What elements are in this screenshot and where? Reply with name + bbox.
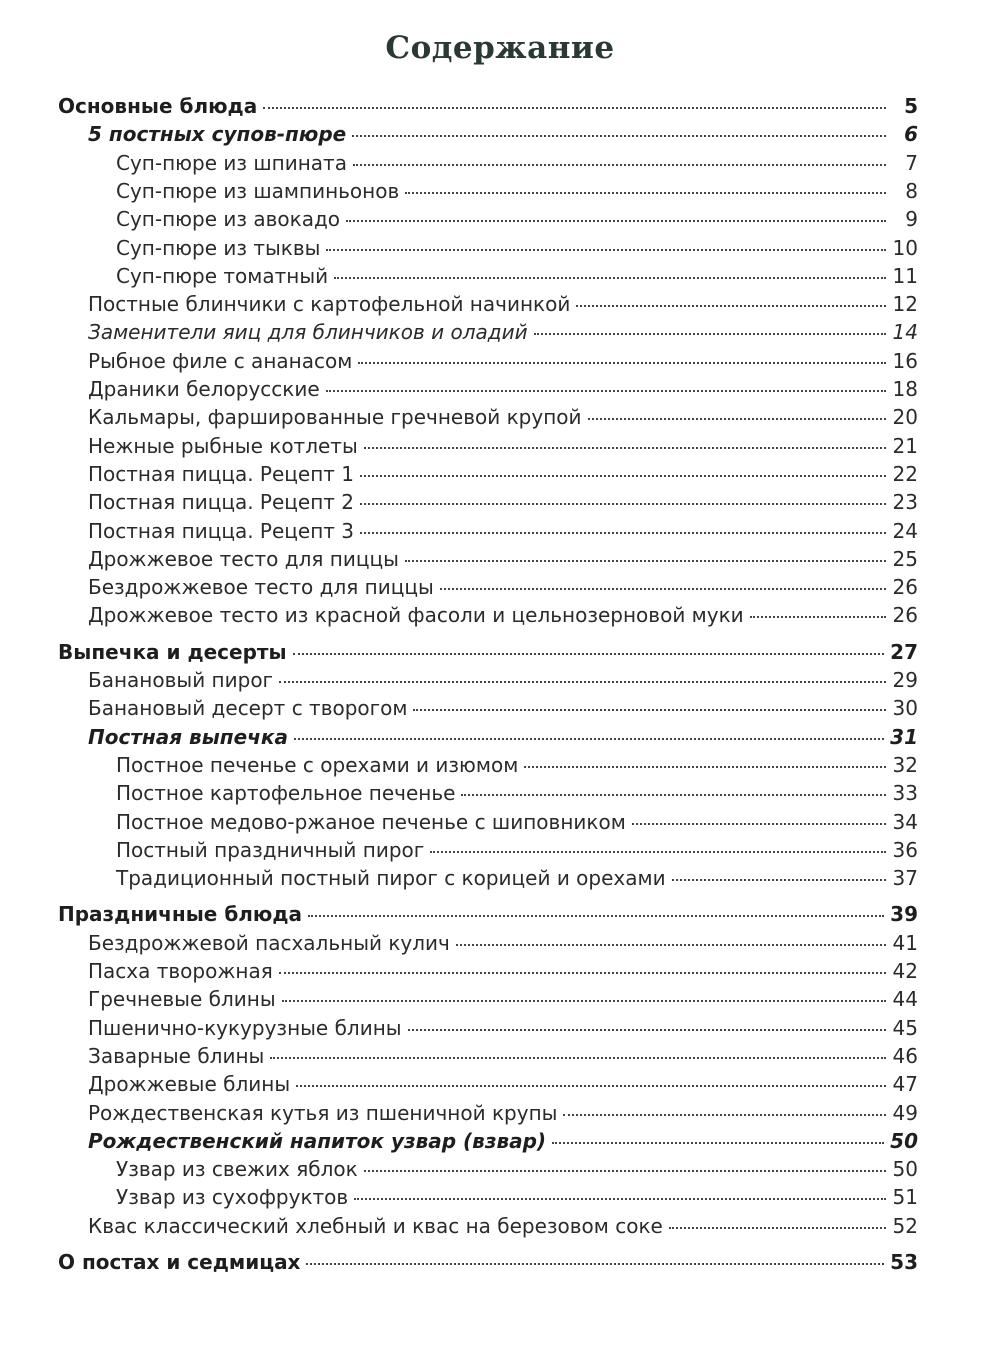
toc-entry-page: 32 — [892, 752, 918, 777]
toc-entry-title: 5 постных супов-пюре — [88, 122, 347, 147]
toc-entry-page: 6 — [904, 122, 918, 147]
toc-entry-title: Суп-пюре из авокадо — [116, 207, 341, 232]
toc-entry-page: 14 — [892, 320, 918, 345]
toc-entry-title: Драники белорусские — [88, 377, 320, 401]
toc-entry — [88, 694, 918, 722]
toc-entry — [116, 149, 918, 177]
toc-entry-title: Нежные рыбные котлеты — [88, 433, 358, 458]
toc-entry-title: Суп-пюре из шпината — [116, 150, 347, 175]
toc-entry — [88, 1070, 918, 1098]
toc-entry-title: Основные блюда — [58, 94, 258, 118]
dot-leader — [750, 615, 886, 618]
dot-leader — [326, 389, 886, 392]
toc-entry — [88, 318, 918, 346]
toc-entry-title: Рыбное филе с ананасом — [88, 348, 353, 373]
toc-entry-page: 24 — [892, 518, 918, 543]
toc-entry-page: 26 — [892, 575, 918, 600]
toc-entry — [88, 460, 918, 488]
toc-entry — [88, 290, 918, 318]
dot-leader — [405, 559, 886, 562]
toc-entry-page: 46 — [892, 1043, 918, 1068]
dot-leader — [296, 1084, 886, 1087]
toc-entry-page: 18 — [892, 377, 918, 401]
toc-entry-title: Постная пицца. Рецепт 2 — [88, 490, 355, 515]
toc-entry-page: 53 — [890, 1250, 918, 1274]
dot-leader — [576, 304, 886, 307]
dot-leader — [282, 999, 886, 1002]
toc-entry-page: 7 — [905, 150, 918, 175]
dot-leader — [461, 793, 886, 796]
toc-entry-page: 41 — [892, 930, 918, 955]
toc-entry — [88, 545, 918, 573]
toc-entry-title: Пасха творожная — [88, 959, 273, 983]
toc-entry-page: 51 — [892, 1185, 918, 1210]
toc-entry-page: 45 — [892, 1015, 918, 1040]
toc-entry — [116, 262, 918, 290]
toc-entry — [116, 205, 918, 233]
toc-entry-page: 36 — [892, 837, 918, 862]
dot-leader — [360, 531, 886, 534]
dot-leader — [279, 680, 886, 683]
dot-leader — [346, 219, 886, 222]
dot-leader — [334, 276, 886, 279]
page-title: Содержание — [385, 30, 615, 66]
toc-entry-title: Квас классический хлебный и квас на березовом соке — [88, 1213, 663, 1238]
toc-entry-title: Суп-пюре из тыквы — [116, 235, 321, 260]
toc-entry-page: 5 — [904, 94, 918, 118]
toc-entry-page: 23 — [892, 490, 918, 515]
toc-entry-page: 16 — [892, 348, 918, 373]
dot-leader — [326, 248, 886, 251]
toc-entry — [88, 347, 918, 375]
toc-entry-page: 31 — [890, 724, 918, 749]
toc-entry-page: 27 — [890, 639, 918, 664]
dot-leader — [353, 163, 886, 166]
dot-leader — [358, 361, 886, 364]
toc-entry — [116, 779, 918, 807]
toc-entry-title: Узвар из свежих яблок — [116, 1157, 358, 1182]
toc-entry — [116, 864, 918, 892]
toc-entry-page: 21 — [892, 433, 918, 458]
toc-entry — [58, 638, 918, 666]
toc-entry-title: Дрожжевое тесто для пиццы — [88, 546, 399, 571]
toc-entry-title: Праздничные блюда — [58, 902, 303, 927]
toc-entry-title: Постная пицца. Рецепт 3 — [88, 518, 355, 543]
toc-entry-page: 47 — [892, 1072, 918, 1097]
toc-entry-title: Бездрожжевой пасхальный кулич — [88, 930, 450, 955]
toc-entry-title: Постное картофельное печенье — [116, 781, 456, 806]
toc-entry — [88, 985, 918, 1013]
toc-entry — [88, 517, 918, 545]
dot-leader — [279, 971, 886, 974]
dot-leader — [408, 1028, 886, 1031]
dot-leader — [632, 822, 886, 825]
toc-entry-title: Пшенично-кукурузные блины — [88, 1015, 402, 1040]
dot-leader — [263, 106, 886, 109]
dot-leader — [352, 134, 886, 137]
toc-entry-page: 12 — [892, 292, 918, 317]
toc-entry-page: 50 — [890, 1128, 918, 1153]
toc-entry — [116, 836, 918, 864]
dot-leader — [308, 914, 884, 917]
dot-leader — [563, 1113, 886, 1116]
toc-entry-page: 26 — [892, 603, 918, 628]
toc-entry-title: Узвар из сухофруктов — [116, 1185, 349, 1210]
dot-leader — [440, 587, 886, 590]
toc-entry-page: 10 — [892, 235, 918, 260]
toc-entry-page: 11 — [892, 263, 918, 288]
toc-entry-page: 30 — [892, 696, 918, 721]
toc-entry — [116, 808, 918, 836]
toc-entry — [88, 1014, 918, 1042]
toc-entry — [88, 929, 918, 957]
toc-entry — [58, 1248, 918, 1276]
toc-entry — [88, 120, 918, 148]
toc-entry-page: 37 — [892, 866, 918, 891]
toc-entry — [58, 92, 918, 120]
toc-entry-title: Выпечка и десерты — [58, 639, 287, 664]
dot-leader — [552, 1141, 884, 1144]
toc-entry — [116, 751, 918, 779]
dot-leader — [360, 502, 886, 505]
toc-entry-page: 8 — [905, 178, 918, 203]
toc-entry-page: 25 — [892, 546, 918, 571]
toc-entry-page: 50 — [892, 1157, 918, 1182]
toc-entry — [116, 1155, 918, 1183]
toc-entry — [88, 1099, 918, 1127]
toc-entry — [88, 1127, 918, 1155]
toc-entry — [116, 177, 918, 205]
toc-entry — [116, 234, 918, 262]
dot-leader — [456, 943, 886, 946]
dot-leader — [294, 737, 884, 740]
toc-entry-title: Банановый десерт с творогом — [88, 696, 408, 721]
toc-entry-title: Бездрожжевое тесто для пиццы — [88, 575, 434, 600]
dot-leader — [354, 1197, 886, 1200]
toc-entry — [88, 723, 918, 751]
toc-entry-title: Постная выпечка — [88, 724, 288, 749]
dot-leader — [306, 1262, 884, 1265]
toc-entry — [88, 601, 918, 629]
dot-leader — [364, 446, 886, 449]
toc-entry — [116, 1183, 918, 1211]
dot-leader — [524, 765, 886, 768]
dot-leader — [360, 474, 886, 477]
toc-entry — [88, 488, 918, 516]
toc-entry-page: 52 — [892, 1213, 918, 1238]
dot-leader — [669, 1226, 886, 1229]
toc-entry-title: Постная пицца. Рецепт 1 — [88, 461, 355, 486]
dot-leader — [430, 850, 886, 853]
toc-entry-page: 39 — [890, 902, 918, 927]
dot-leader — [293, 652, 885, 655]
toc-entry-page: 20 — [892, 405, 918, 430]
dot-leader — [270, 1056, 886, 1059]
toc-entry-title: Кальмары, фаршированные гречневой крупой — [88, 405, 582, 430]
toc-entry-page: 33 — [892, 781, 918, 806]
toc-entry-title: Банановый пирог — [88, 668, 274, 692]
toc-entry — [88, 403, 918, 431]
toc-entry — [88, 666, 918, 694]
dot-leader — [588, 417, 886, 420]
toc-entry-title: Заварные блины — [88, 1043, 265, 1068]
dot-leader — [672, 878, 886, 881]
toc-entry-title: Суп-пюре томатный — [116, 263, 329, 288]
toc-entry-title: Рождественская кутья из пшеничной крупы — [88, 1100, 558, 1125]
toc-entry-title: Постный праздничный пирог — [116, 837, 425, 862]
toc-entry — [88, 1212, 918, 1240]
toc-entry-title: Традиционный постный пирог с корицей и орехами — [116, 866, 666, 891]
toc-entry-title: Гречневые блины — [88, 987, 276, 1012]
toc-entry-title: Постное медово-ржаное печенье с шиповником — [116, 809, 626, 834]
dot-leader — [413, 708, 886, 711]
toc-entry — [88, 375, 918, 403]
toc-entry — [88, 432, 918, 460]
toc-entry-title: Дрожжевое тесто из красной фасоли и цельнозерновой муки — [88, 603, 744, 628]
toc-entry-page: 49 — [892, 1100, 918, 1125]
toc-entry-title: Суп-пюре из шампиньонов — [116, 178, 400, 203]
toc-entry-page: 34 — [892, 809, 918, 834]
toc-entry — [88, 573, 918, 601]
dot-leader — [405, 191, 886, 194]
toc-entry-title: Рождественский напиток узвар (взвар) — [88, 1128, 547, 1153]
toc-entry-title: Постные блинчики с картофельной начинкой — [88, 292, 571, 317]
toc-entry-page: 29 — [892, 668, 918, 692]
toc-entry-page: 44 — [892, 987, 918, 1012]
toc-entry-page: 42 — [892, 959, 918, 983]
toc-entry-page: 9 — [905, 207, 918, 232]
toc-entry-title: О постах и седмицах — [58, 1250, 301, 1274]
dot-leader — [534, 332, 886, 335]
toc-entry-title: Заменители яиц для блинчиков и оладий — [88, 320, 528, 345]
toc-entry — [88, 957, 918, 985]
toc-entry — [88, 1042, 918, 1070]
toc-entry-title: Дрожжевые блины — [88, 1072, 291, 1097]
toc-entry-title: Постное печенье с орехами и изюмом — [116, 752, 519, 777]
dot-leader — [364, 1169, 886, 1172]
toc-entry — [58, 900, 918, 928]
toc-entry-page: 22 — [892, 461, 918, 486]
